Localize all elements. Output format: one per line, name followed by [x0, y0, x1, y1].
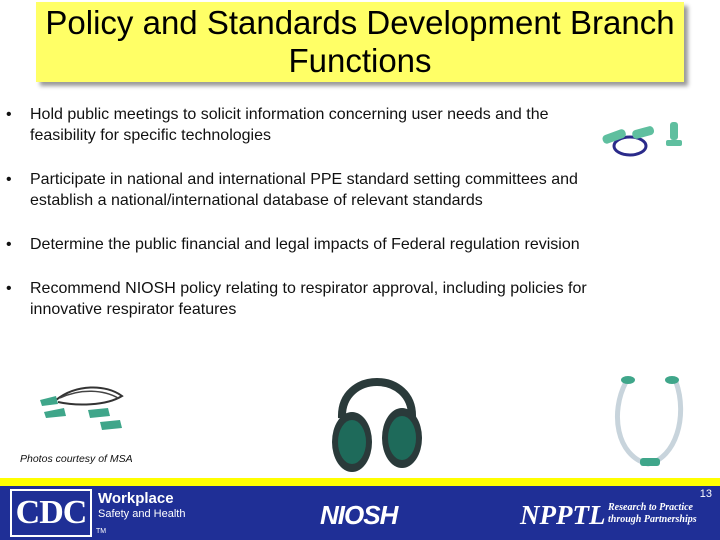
bullet-item [0, 169, 600, 211]
npptl-logo: NPPTL [520, 500, 606, 530]
footer-stripe [0, 478, 720, 486]
bullet-text: Hold public meetings to solicit information concerning user needs and the feasibility for specific technologies [30, 106, 549, 144]
bullet-item [0, 104, 600, 146]
bullet-item [0, 278, 600, 320]
bullet-marker: • [6, 106, 12, 123]
workplace-text: Workplace [98, 490, 174, 507]
bullet-marker: • [6, 236, 12, 253]
tagline-line-1: Research to Practice [608, 502, 693, 513]
corded-earplugs-image [36, 382, 132, 438]
page-number: 13 [699, 488, 712, 500]
earplugs-image [596, 118, 692, 162]
bullet-marker: • [6, 280, 12, 297]
niosh-logo: NIOSH [320, 500, 398, 530]
cdc-logo-text: CDC [15, 494, 87, 531]
earmuffs-image [330, 360, 424, 476]
slide-title: Policy and Standards Development Branch Functions [45, 4, 675, 79]
footer-bar [0, 486, 720, 540]
cdc-logo [10, 489, 92, 537]
bullet-marker: • [6, 171, 12, 188]
bullet-text: Participate in national and international PPE standard setting committees and establish a national/international database of relevant standards [30, 171, 578, 209]
trademark: TM [96, 528, 107, 535]
bullet-list [0, 104, 600, 343]
safety-health-text: Safety and Health [98, 508, 186, 520]
photo-credit: Photos courtesy of MSA [20, 453, 133, 465]
banded-earplugs-image [610, 372, 690, 474]
npptl-tagline [608, 502, 697, 526]
bullet-item [0, 234, 600, 255]
bullet-text: Recommend NIOSH policy relating to respirator approval, including policies for innovative respirator features [30, 280, 587, 318]
bullet-text: Determine the public financial and legal impacts of Federal regulation revision [30, 236, 580, 253]
title-box [36, 2, 684, 82]
tagline-line-2: through Partnerships [608, 514, 697, 525]
